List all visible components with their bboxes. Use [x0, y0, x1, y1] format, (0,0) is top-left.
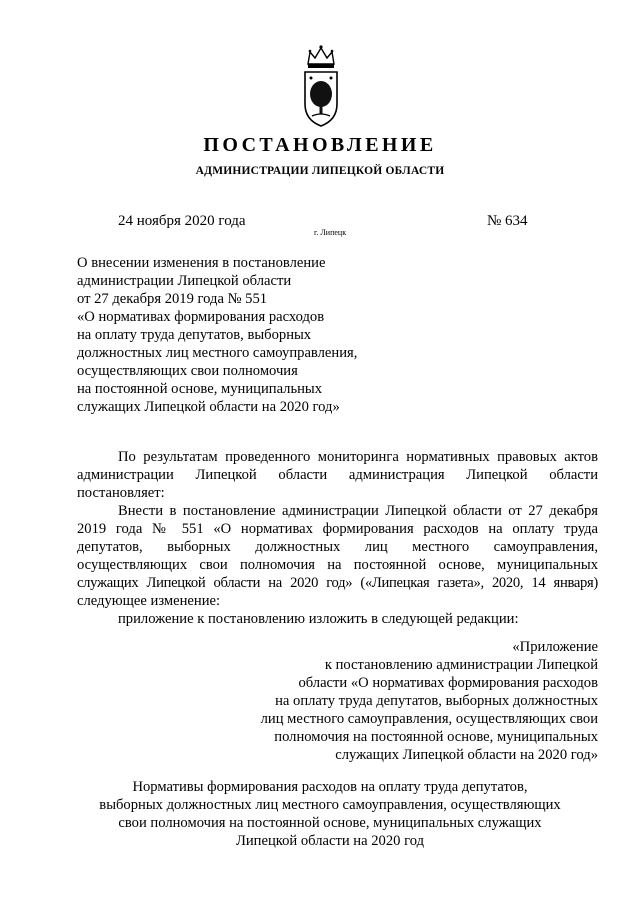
body-line: Внести в постановление администрации Липецкой области от 27 декабря [118, 503, 598, 519]
document-number: № 634 [487, 213, 528, 229]
appendix-line: на оплату труда депутатов, выборных должностных [275, 693, 598, 709]
coat-of-arms-icon [300, 42, 342, 130]
subject-line: от 27 декабря 2019 года № 551 [77, 291, 268, 307]
heading-line: Нормативы формирования расходов на оплату труда депутатов, [132, 779, 528, 795]
document-title: ПОСТАНОВЛЕНИЕ [203, 134, 437, 156]
body-line: администрации Липецкой области администрация Липецкой области [77, 467, 598, 483]
subject-line: на оплату труда депутатов, выборных [77, 327, 312, 343]
subject-line: «О нормативах формирования расходов [77, 309, 325, 325]
document-city: г. Липецк [314, 228, 347, 237]
issuing-authority: АДМИНИСТРАЦИИ ЛИПЕЦКОЙ ОБЛАСТИ [195, 165, 445, 177]
body-line: служащих Липецкой области на 2020 год» («Липецкая газета», 2020, 14 января) [77, 575, 598, 591]
subject-line: служащих Липецкой области на 2020 год» [77, 399, 340, 415]
body-line: 2019 года № 551 «О нормативах формирования расходов на оплату труда [77, 521, 598, 537]
subject-line: на постоянной основе, муниципальных [77, 381, 323, 397]
document-date: 24 ноября 2020 года [118, 213, 246, 229]
body-line: следующее изменение: [77, 593, 221, 609]
subject-line: должностных лиц местного самоуправления, [77, 345, 358, 361]
appendix-line: области «О нормативах формирования расходов [298, 675, 598, 691]
appendix-line: служащих Липецкой области на 2020 год» [335, 747, 598, 763]
body-line: депутатов, выборных должностных лиц местного самоуправления, [77, 539, 598, 555]
body-line: постановляет: [77, 485, 165, 501]
heading-line: свои полномочия на постоянной основе, муниципальных служащих [118, 815, 542, 831]
appendix-line: к постановлению администрации Липецкой [324, 657, 598, 673]
body-line: приложение к постановлению изложить в следующей редакции: [118, 611, 519, 627]
appendix-line: полномочия на постоянной основе, муниципальных [274, 729, 598, 745]
subject-line: О внесении изменения в постановление [77, 255, 326, 271]
heading-line: Липецкой области на 2020 год [235, 833, 425, 849]
body-line: осуществляющих свои полномочия на постоянной основе, муниципальных [77, 557, 598, 573]
subject-line: администрации Липецкой области [77, 273, 292, 289]
body-line: По результатам проведенного мониторинга нормативных правовых актов [118, 449, 598, 465]
appendix-line: лиц местного самоуправления, осуществляющих свои [260, 711, 598, 727]
subject-line: осуществляющих свои полномочия [77, 363, 298, 379]
heading-line: выборных должностных лиц местного самоуправления, осуществляющих [99, 797, 561, 813]
appendix-line: «Приложение [512, 639, 598, 655]
